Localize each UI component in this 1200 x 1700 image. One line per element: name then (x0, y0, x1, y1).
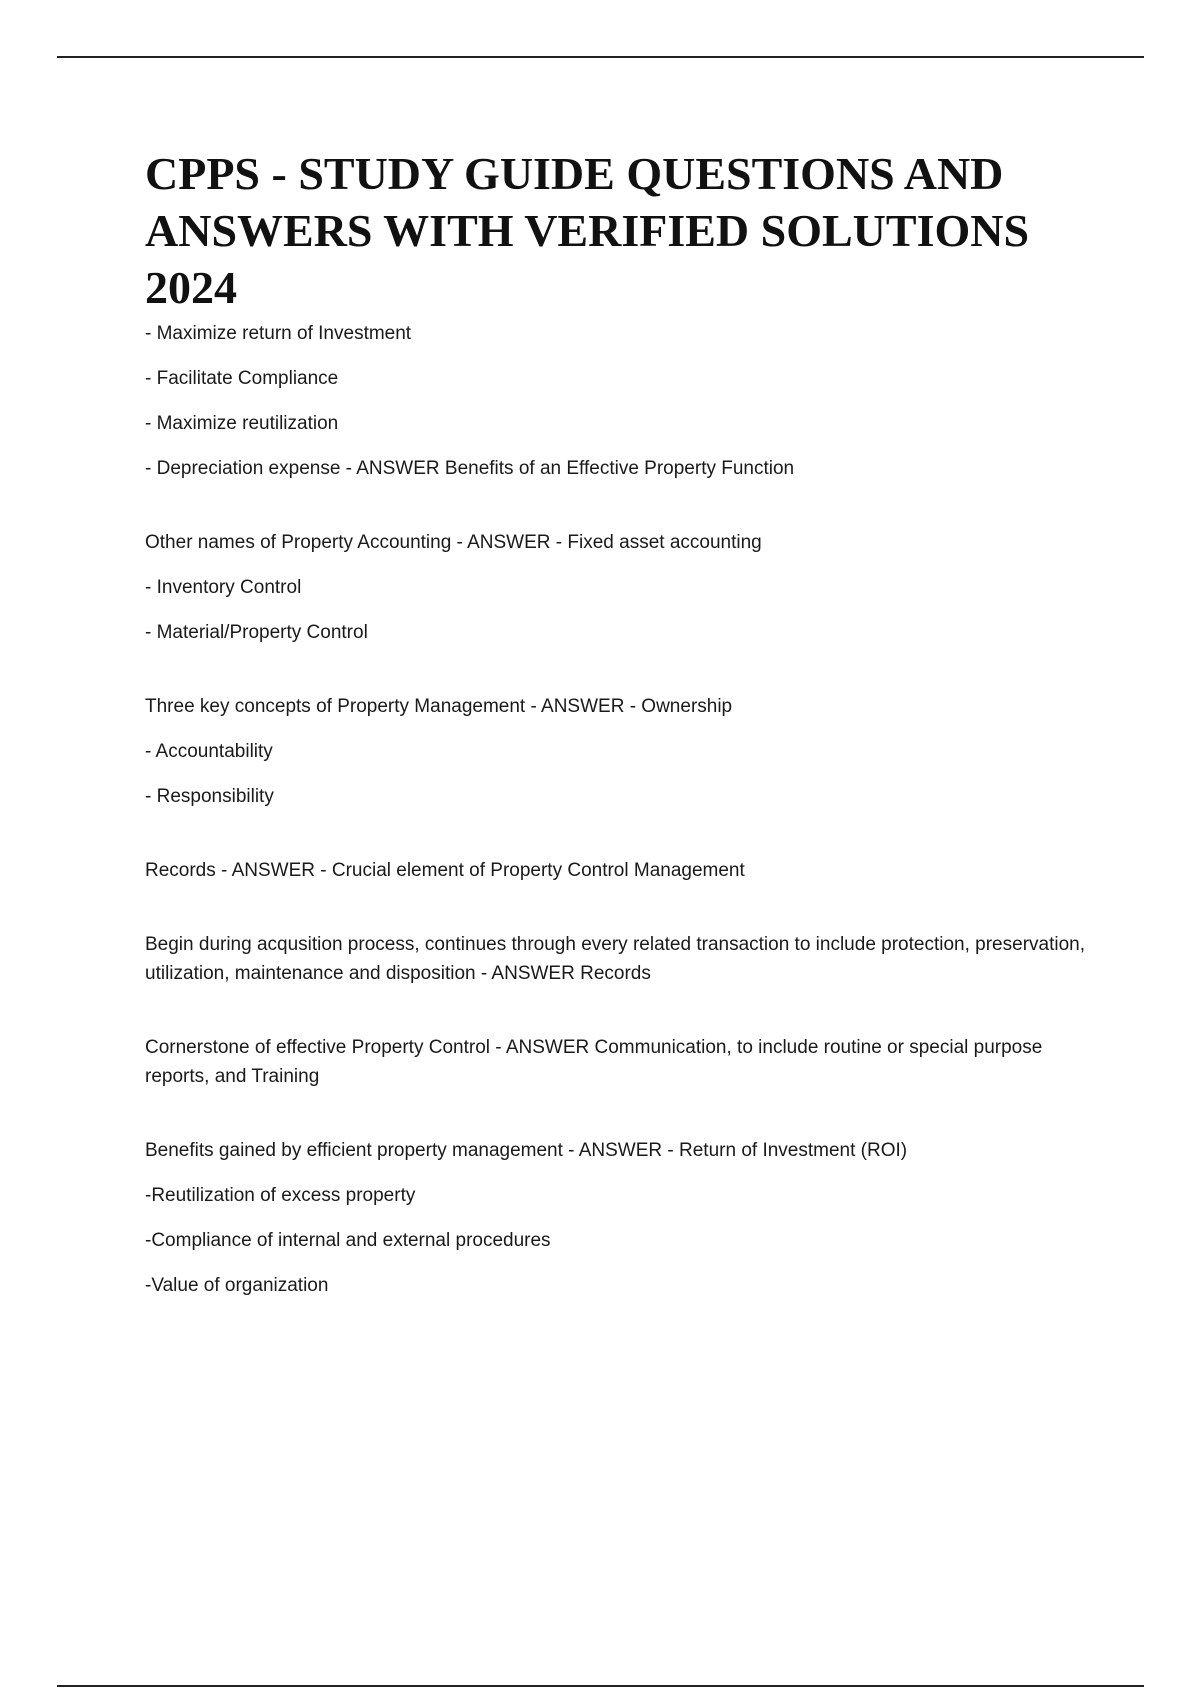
qa-block (145, 692, 1085, 811)
qa-line: - Material/Property Control (145, 622, 368, 643)
qa-line: -Reutilization of excess property (145, 1185, 416, 1206)
document-body (145, 145, 1091, 1345)
qa-line: Begin during acqusition process, continues through every related transaction to include protection, preservation, utilization, maintenance and disposition - ANSWER Records (145, 934, 1091, 984)
qa-line: - Responsibility (145, 786, 274, 807)
qa-line: - Maximize return of Investment (145, 323, 412, 344)
document-title: CPPS - STUDY GUIDE QUESTIONS AND ANSWERS WITH VERIFIED SOLUTIONS 2024 (145, 148, 1030, 313)
qa-line: Three key concepts of Property Management - ANSWER - Ownership (145, 696, 733, 717)
qa-block (145, 930, 1091, 988)
qa-line: -Compliance of internal and external procedures (145, 1230, 551, 1251)
qa-line: Benefits gained by efficient property management - ANSWER - Return of Investment (ROI) (145, 1140, 908, 1161)
qa-line: - Accountability (145, 741, 273, 762)
qa-line: - Facilitate Compliance (145, 368, 339, 389)
bottom-divider (57, 1685, 1144, 1687)
qa-line: Cornerstone of effective Property Control - ANSWER Communication, to include routine or special purpose reports, and Training (145, 1037, 1048, 1087)
qa-line: - Inventory Control (145, 577, 302, 598)
qa-block (145, 856, 1085, 885)
qa-line: Other names of Property Accounting - ANSWER - Fixed asset accounting (145, 532, 762, 553)
qa-block (145, 1033, 1085, 1091)
qa-block (145, 528, 1085, 647)
qa-line: - Depreciation expense - ANSWER Benefits of an Effective Property Function (145, 458, 795, 479)
qa-line: - Maximize reutilization (145, 413, 339, 434)
qa-block (145, 319, 1085, 483)
qa-line: -Value of organization (145, 1275, 329, 1296)
qa-block (145, 1136, 1085, 1300)
top-divider (57, 56, 1144, 58)
qa-line: Records - ANSWER - Crucial element of Property Control Management (145, 860, 745, 881)
